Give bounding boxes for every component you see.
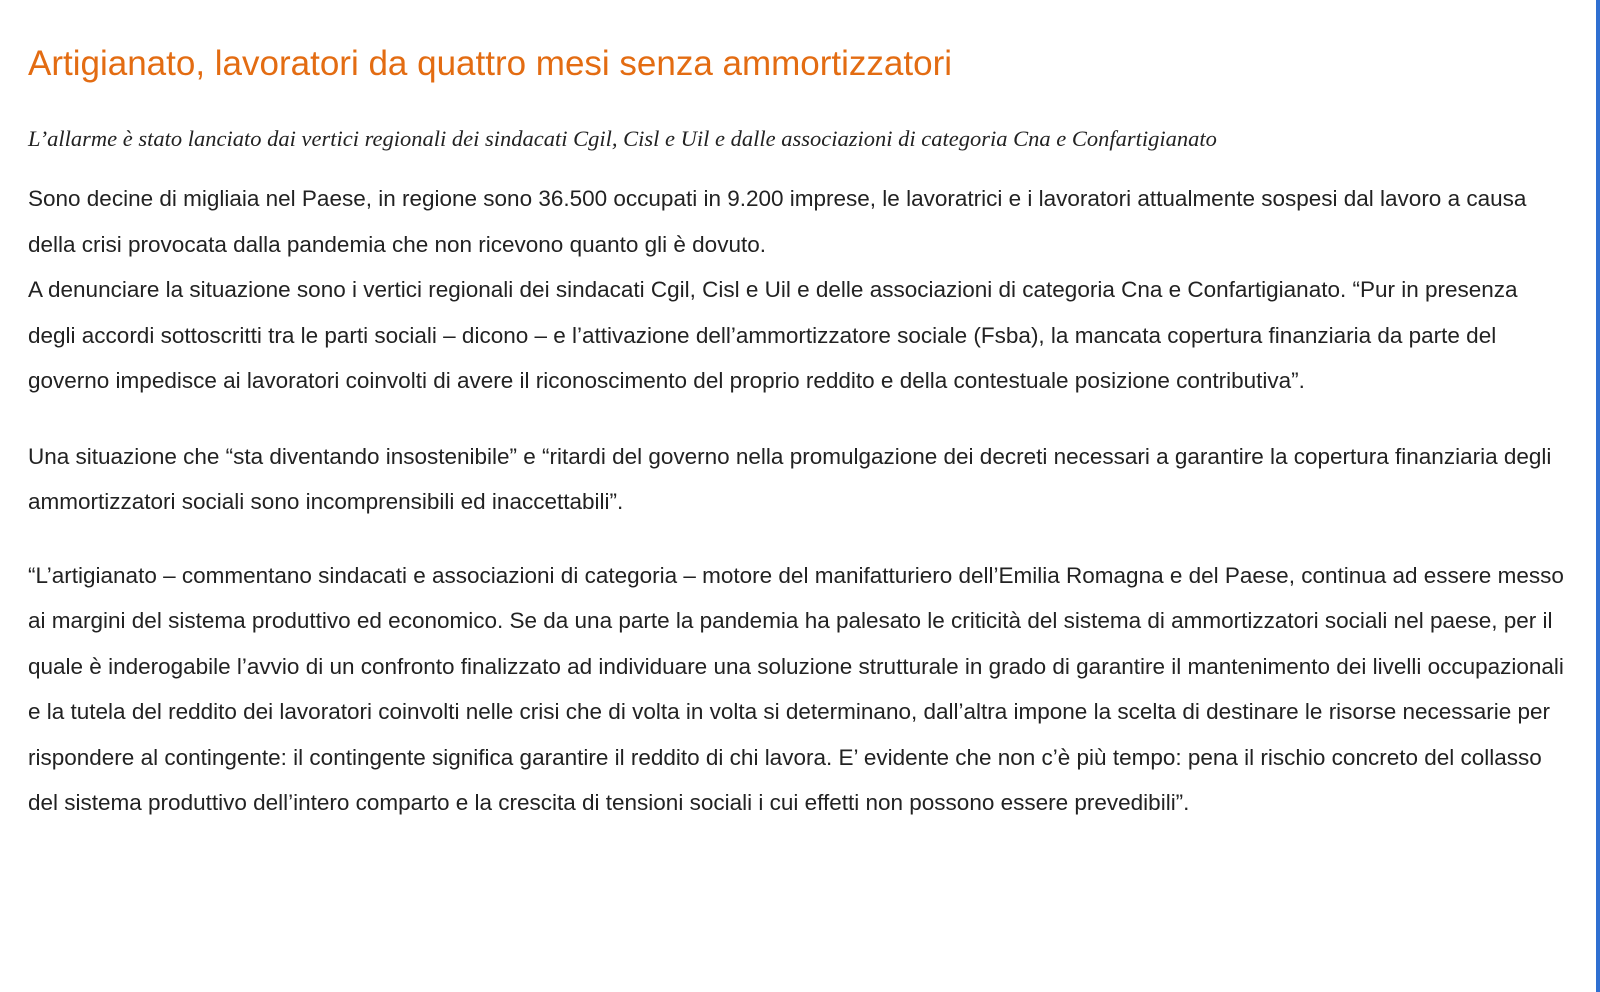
article-paragraph-3: Una situazione che “sta diventando insostenibile” e “ritardi del governo nella promulgazione dei decreti necessari a garantire la copertura finanziaria degli ammortizzatori sociali sono incomprensibili ed inaccettabili”.	[28, 443, 1552, 514]
article-title: Artigianato, lavoratori da quattro mesi senza ammortizzatori	[28, 44, 953, 83]
window-right-border	[1596, 0, 1600, 992]
article-paragraph-4: “L’artigianato – commentano sindacati e associazioni di categoria – motore del manifatturiero dell’Emilia Romagna e del Paese, continua ad essere messo ai margini del sistema produttivo ed economico. Se da una parte la pandemia ha palesato le criticità del sistema di ammortizzatori sociali nel paese, per il quale è inderogabile l’avvio di un confronto finalizzato ad individuare una soluzione strutturale in grado di garantire il mantenimento dei livelli occupazionali e la tutela del reddito dei lavoratori coinvolti nelle crisi che di volta in volta si determinano, dall’altra impone la scelta di destinare le risorse necessarie per rispondere al contingente: il contingente significa garantire il reddito di chi lavora. E’ evidente che non c’è più tempo: pena il rischio concreto del collasso del sistema produttivo dell’intero comparto e la crescita di tensioni sociali i cui effetti non possono essere prevedibili”.	[28, 562, 1564, 815]
article-subtitle: L’allarme è stato lanciato dai vertici regionali dei sindacati Cgil, Cisl e Uil e dalle associazioni di categoria Cna e Confartigianato	[28, 126, 1217, 151]
article-paragraph-1: Sono decine di migliaia nel Paese, in regione sono 36.500 occupati in 9.200 imprese, le lavoratrici e i lavoratori attualmente sospesi dal lavoro a causa della crisi provocata dalla pandemia che non ricevono quanto gli è dovuto.	[28, 186, 1527, 257]
article-paragraph-2: A denunciare la situazione sono i vertici regionali dei sindacati Cgil, Cisl e Uil e delle associazioni di categoria Cna e Confartigianato. “Pur in presenza degli accordi sottoscritti tra le parti sociali – dicono – e l’attivazione dell’ammortizzatore sociale (Fsba), la mancata copertura finanziaria da parte del governo impedisce ai lavoratori coinvolti di avere il riconoscimento del proprio reddito e della contestuale posizione contributiva”.	[28, 277, 1518, 393]
article	[28, 38, 1568, 826]
